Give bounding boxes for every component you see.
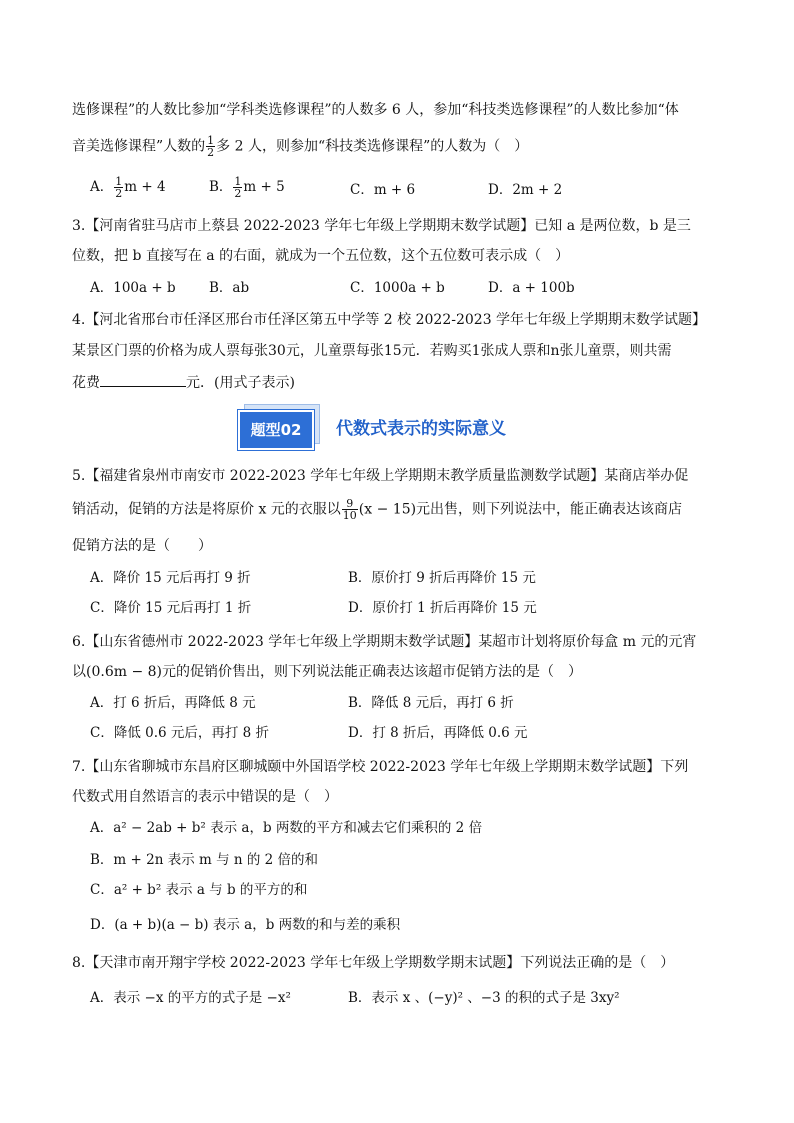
q2-option-a-expr: m + 4	[124, 179, 166, 195]
q5-text-line-2-end: (x − 15)元出售，则下列说法中，能正确表达该商店	[358, 501, 683, 518]
q2-text-line-2-end: 多 2 人，则参加“科技类选修课程”的人数为（ ）	[216, 138, 529, 155]
fraction-denominator: 10	[342, 509, 357, 522]
q8-text-line-1: 8.【天津市南开翔宇学校 2022-2023 学年七年级上学期数学期末试题】下列说法正确的是（ ）	[72, 955, 675, 971]
half-numerator: 1	[207, 134, 215, 147]
q3-option-a[interactable]: A．100a + b	[90, 280, 176, 296]
q8-option-a[interactable]: A．表示 −x 的平方的式子是 −x²	[90, 990, 291, 1006]
q8-option-b[interactable]: B．表示 x 、(−y)² 、−3 的积的式子是 3xy²	[348, 990, 620, 1006]
q5-text-line-2-start: 销活动，促销的方法是将原价 x 元的衣服以	[72, 501, 341, 518]
q2-option-a[interactable]	[90, 176, 166, 199]
section-badge-label: 题型02	[238, 410, 314, 450]
q2-option-b-fraction	[233, 176, 242, 199]
q2-text-line-2	[72, 135, 528, 158]
q5-text-line-3: 促销方法的是（ ）	[72, 538, 212, 554]
q5-option-d[interactable]: D．原价打 1 折后再降价 15 元	[348, 600, 537, 616]
q2-option-d[interactable]: D．2m + 2	[488, 182, 563, 198]
q2-option-b-denominator: 2	[234, 187, 242, 200]
q2-text-line-2-start: 音美选修课程”人数的	[72, 138, 206, 155]
q5-option-b[interactable]: B．原价打 9 折后再降价 15 元	[348, 570, 536, 586]
q6-text-line-2: 以(0.6m − 8)元的促销价售出，则下列说法能正确表达该超市促销方法的是（ ）	[72, 664, 583, 680]
q5-text-line-2	[72, 498, 682, 521]
q3-option-c[interactable]: C．1000a + b	[350, 280, 445, 296]
q2-option-b-label: B．	[209, 179, 233, 195]
q7-option-d[interactable]: D．(a + b)(a − b) 表示 a，b 两数的和与差的乘积	[90, 917, 401, 933]
fraction-numerator: 9	[342, 498, 358, 510]
q3-text-line-2: 位数，把 b 直接写在 a 的右面，就成为一个五位数，这个五位数可表示成（ ）	[72, 248, 570, 264]
q2-option-a-numerator: 1	[115, 175, 123, 188]
section-badge	[238, 404, 318, 448]
q7-option-c[interactable]: C．a² + b² 表示 a 与 b 的平方的和	[90, 882, 308, 898]
half-fraction	[206, 135, 215, 158]
q2-option-a-denominator: 2	[115, 187, 123, 200]
q7-option-b[interactable]: B．m + 2n 表示 m 与 n 的 2 倍的和	[90, 852, 319, 868]
nine-tenths-fraction	[342, 498, 358, 521]
half-denominator: 2	[207, 146, 215, 159]
q4-text-line-3	[72, 372, 295, 393]
q2-option-b-expr: m + 5	[243, 179, 285, 195]
q7-text-line-1: 7.【山东省聊城市东昌府区聊城颐中外国语学校 2022-2023 学年七年级上学期期末数学试题】下列	[72, 759, 689, 775]
q5-option-a[interactable]: A．降价 15 元后再打 9 折	[90, 570, 251, 586]
q7-text-line-2: 代数式用自然语言的表示中错误的是（ ）	[72, 789, 338, 805]
q6-option-d[interactable]: D．打 8 折后，再降低 0.6 元	[348, 725, 528, 741]
q2-option-c[interactable]: C．m + 6	[350, 182, 416, 198]
q3-text-line-1: 3.【河南省驻马店市上蔡县 2022-2023 学年七年级上学期期末数学试题】已知 a 是两位数，b 是三	[72, 218, 691, 234]
q4-text-line-3-start: 花费	[72, 375, 100, 391]
q3-option-b[interactable]: B．ab	[209, 280, 250, 296]
q2-option-a-label: A．	[90, 179, 114, 195]
q2-option-b[interactable]	[209, 176, 285, 199]
q6-text-line-1: 6.【山东省德州市 2022-2023 学年七年级上学期期末数学试题】某超市计划将原价每盒 m 元的元宵	[72, 634, 697, 650]
q2-option-a-fraction	[114, 176, 123, 199]
q4-text-line-2: 某景区门票的价格为成人票每张30元，儿童票每张15元．若购买1张成人票和n张儿童票，则共需	[72, 343, 672, 359]
q6-option-b[interactable]: B．降低 8 元后，再打 6 折	[348, 695, 514, 711]
answer-blank[interactable]	[100, 372, 186, 387]
q3-option-d[interactable]: D．a + 100b	[488, 280, 575, 296]
q5-text-line-1: 5.【福建省泉州市南安市 2022-2023 学年七年级上学期期末教学质量监测数学试题】某商店举办促	[72, 468, 689, 484]
q2-option-b-numerator: 1	[234, 175, 242, 188]
section-title: 代数式表示的实际意义	[336, 419, 506, 439]
q4-text-line-3-end: 元．(用式子表示)	[186, 375, 295, 391]
q5-option-c[interactable]: C．降价 15 元后再打 1 折	[90, 600, 252, 616]
q4-text-line-1: 4.【河北省邢台市任泽区邢台市任泽区第五中学等 2 校 2022-2023 学年七年级上学期期末数学试题】	[72, 312, 707, 328]
q7-option-a[interactable]: A．a² − 2ab + b² 表示 a，b 两数的平方和减去它们乘积的 2 倍	[90, 820, 483, 836]
q2-text-line-1: 选修课程”的人数比参加“学科类选修课程”的人数多 6 人，参加“科技类选修课程”的人数比参加“体	[72, 102, 679, 118]
q6-option-c[interactable]: C．降低 0.6 元后，再打 8 折	[90, 725, 270, 741]
q6-option-a[interactable]: A．打 6 折后，再降低 8 元	[90, 695, 256, 711]
